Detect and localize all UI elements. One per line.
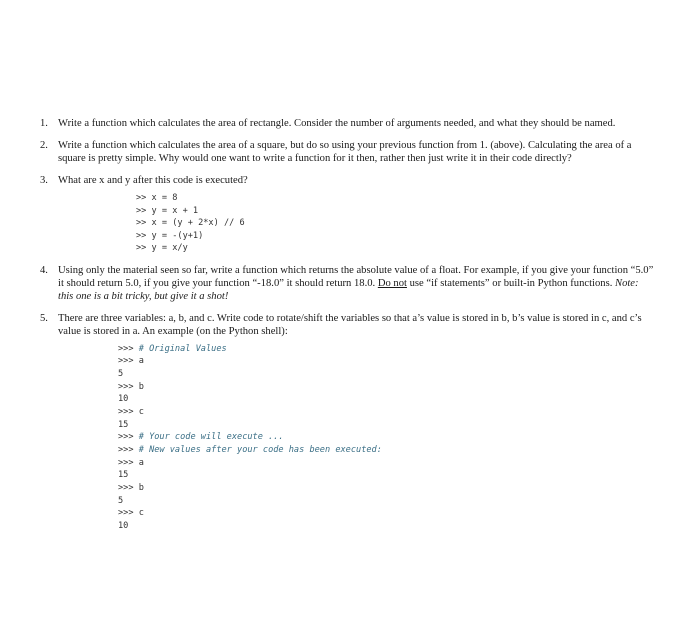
question-number: 3.	[40, 175, 48, 186]
shell-line	[118, 381, 655, 394]
shell-prompt: >>>	[118, 483, 134, 494]
shell-code: c	[138, 508, 144, 519]
question-5	[40, 312, 655, 533]
code-line: >> y = -(y+1)	[136, 230, 204, 241]
question-number: 5.	[40, 312, 48, 324]
shell-output: 10	[118, 394, 129, 405]
shell-comment: # Your code will execute ...	[138, 432, 284, 443]
shell-comment: # Original Values	[138, 343, 227, 354]
shell-line	[118, 406, 655, 419]
question-number: 2.	[40, 140, 48, 151]
shell-prompt: >>>	[118, 343, 134, 354]
code-line: >> x = (y + 2*x) // 6	[136, 218, 245, 228]
shell-prompt: >>>	[118, 445, 134, 455]
shell-comment: # New values after your code has been executed:	[138, 445, 382, 455]
shell-line	[118, 507, 655, 520]
shell-output: 5	[118, 495, 124, 506]
shell-output: 5	[118, 368, 124, 379]
shell-line	[118, 444, 655, 457]
code-line: >> y = x/y	[136, 243, 188, 253]
question-1	[40, 117, 655, 130]
do-not-emphasis: Do not	[377, 277, 407, 289]
question-text: What are x and y after this code is executed?	[58, 175, 248, 186]
python-shell-example	[118, 343, 655, 533]
question-text: Write a function which calculates the area of a square, but do so using your previous function from 1. (above). Calculating the area of a square is pretty simple. Why would one want to write a function for it then, rather then just write it in their code directly?	[58, 140, 632, 164]
shell-prompt: >>>	[118, 406, 134, 417]
shell-prompt: >>>	[118, 432, 134, 443]
shell-output: 15	[118, 470, 129, 481]
shell-output: 15	[118, 419, 129, 430]
shell-code: b	[138, 483, 144, 494]
shell-line	[118, 343, 655, 356]
question-text-b: use “if statements” or built-in Python functions.	[406, 277, 615, 289]
code-line: >> x = 8	[136, 193, 178, 203]
shell-line	[118, 355, 655, 368]
question-list	[40, 117, 655, 533]
shell-code: a	[138, 356, 144, 367]
shell-code: a	[138, 457, 144, 468]
code-block	[136, 192, 655, 255]
shell-line	[118, 457, 655, 470]
question-text-a: Using only the material seen so far, write a function which returns the absolute value of a float. For example, if you give your function “5.0” it should return 5.0, if you give your function “-18.0” it should return 18.0.	[58, 264, 654, 289]
shell-line	[118, 431, 655, 444]
shell-prompt: >>>	[118, 356, 134, 367]
question-number: 1.	[40, 118, 48, 129]
shell-code: c	[138, 406, 144, 417]
question-number: 4.	[40, 264, 48, 276]
code-line: >> y = x + 1	[136, 205, 199, 216]
question-text	[58, 264, 655, 303]
note-text: Note: this one is a bit tricky, but give it a shot!	[58, 277, 639, 302]
shell-prompt: >>>	[118, 381, 134, 392]
shell-code: b	[138, 381, 144, 392]
shell-output: 10	[118, 521, 129, 532]
question-text: Write a function which calculates the area of rectangle. Consider the number of arguments needed, and what they should be named.	[58, 118, 616, 129]
shell-prompt: >>>	[118, 508, 134, 519]
question-2	[40, 139, 655, 165]
shell-line	[118, 482, 655, 495]
question-4	[40, 264, 655, 303]
question-3	[40, 174, 655, 255]
shell-prompt: >>>	[118, 457, 134, 468]
question-text: There are three variables: a, b, and c. Write code to rotate/shift the variables so that a’s value is stored in b, b’s value is stored in c, and c’s value is stored in a. An example (on the Python shell):	[58, 312, 642, 337]
